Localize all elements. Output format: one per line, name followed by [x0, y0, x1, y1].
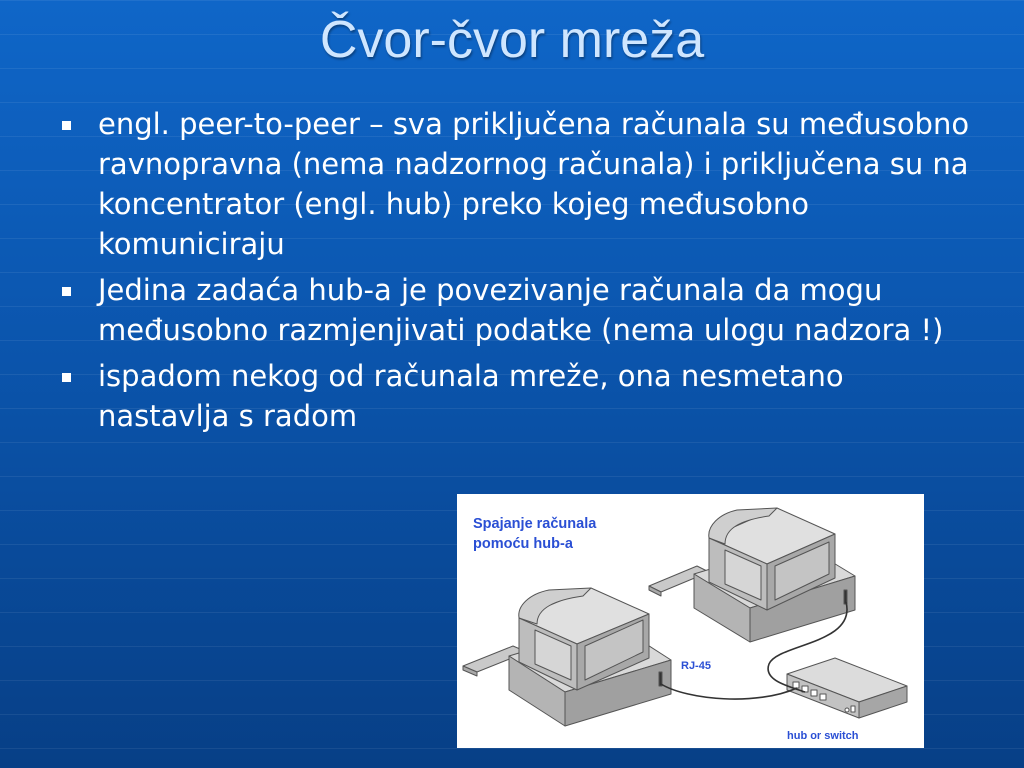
cable-left [661, 684, 797, 699]
computer-right-icon [649, 508, 855, 642]
hub-switch-icon [787, 658, 907, 718]
computer-left-icon [463, 588, 671, 726]
square-bullet-icon [62, 121, 71, 130]
slide-title: Čvor-čvor mreža [319, 11, 705, 69]
square-bullet-icon [62, 287, 71, 296]
figure-caption-line: pomoću hub-a [473, 536, 573, 552]
figure-caption-line: Spajanje računala [473, 516, 597, 532]
device-label: hub or switch [787, 730, 859, 742]
network-illustration [457, 494, 924, 748]
square-bullet-icon [62, 373, 71, 382]
figure-caption [473, 514, 596, 554]
bullet-text: ispadom nekog od računala mreže, ona nesmetano nastavlja s radom [98, 359, 844, 433]
bullet-item [56, 270, 976, 350]
bullet-text: engl. peer-to-peer – sva priključena računala su međusobno ravnopravna (nema nadzornog računala) i priključena su na koncentrator (engl. hub) preko kojeg međusobno komuniciraju [98, 107, 970, 261]
bullet-item [56, 356, 976, 436]
bullet-text: Jedina zadaća hub-a je povezivanje računala da mogu međusobno razmjenjivati podatke (nema ulogu nadzora !) [98, 273, 944, 347]
bullet-item [56, 104, 976, 264]
bullet-list [56, 104, 976, 442]
cable-label: RJ-45 [681, 660, 711, 672]
